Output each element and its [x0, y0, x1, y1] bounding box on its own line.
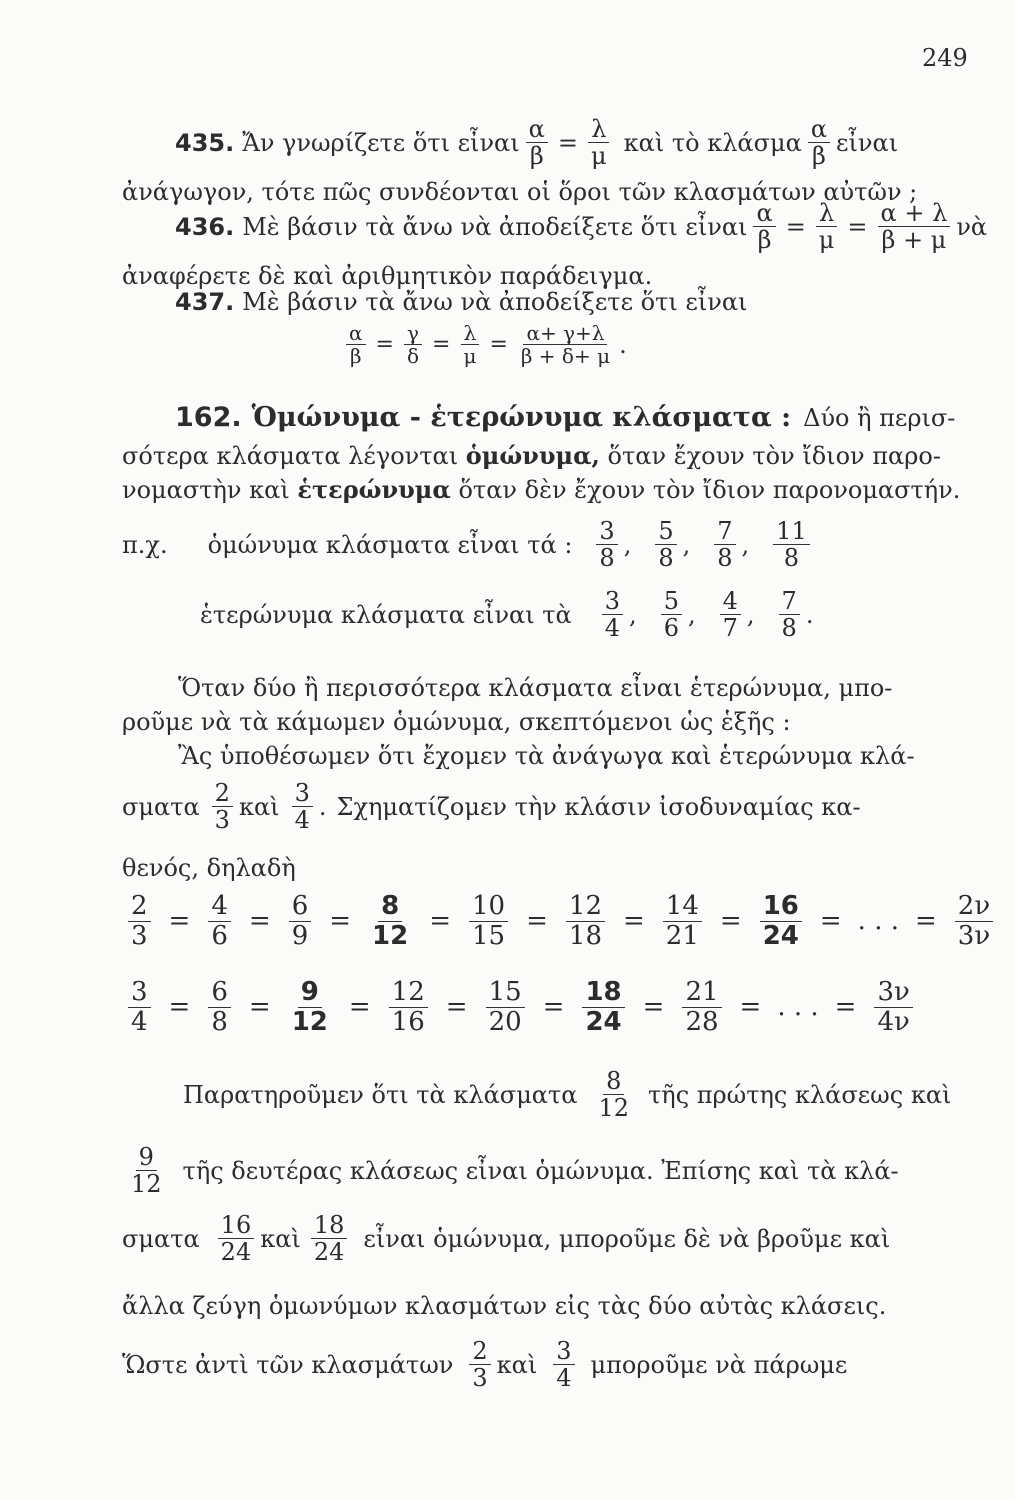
fraction: $\frac{10}{15}$: [469, 892, 508, 950]
fraction: $\frac{15}{20}$: [486, 978, 525, 1036]
paragraph-line: ἄλλα ζεύγη ὁμωνύμων κλασμάτων εἰς τὰς δύο αὐτὰς κλάσεις.: [122, 1292, 887, 1320]
section-heading: 162. Ὁμώνυμα - ἑτερώνυμα κλάσματα : Δύο ἢ περισ-: [175, 402, 956, 433]
fraction: $\frac{16}{24}$: [218, 1212, 255, 1266]
paragraph-line: ροῦμε νὰ τὰ κάμωμεν ὁμώνυμα, σκεπτόμενοι ὡς ἑξῆς :: [122, 708, 791, 736]
fraction: $\frac{9}{12}$: [131, 1143, 162, 1199]
fraction: $\frac{8}{12}$: [372, 891, 409, 951]
fraction: $\frac{\lambda}{\mu}$: [588, 116, 610, 170]
fraction: $\frac{12}{18}$: [566, 892, 605, 950]
fraction: $\frac{8}{12}$: [598, 1067, 630, 1123]
fraction: $\frac{3}{8}$: [596, 518, 617, 572]
equivalence-class-2: $\frac{3}{4}$ = $\frac{6}{8}$ = $\frac{9}{12}$ = $\frac{12}{16}$ = $\frac{15}{20}$ = $\frac{18}{24}$ = $\frac{21}{28}$ = . . . = $\frac{3\nu}{4\nu}$: [122, 978, 919, 1036]
fraction: $\frac{14}{21}$: [663, 892, 702, 950]
fraction: $\frac{2}{3}$: [128, 892, 151, 950]
fraction: $\frac{4}{7}$: [720, 588, 741, 642]
fraction: $\frac{\alpha+ \gamma+\lambda}{\beta + \delta+ \mu}$: [520, 321, 611, 368]
exercise-437-line1: 437. Μὲ βάσιν τὰ ἄνω νὰ ἀποδείξετε ὅτι εἶναι: [175, 288, 748, 316]
paragraph-line: Ὥστε ἀντὶ τῶν κλασμάτων $\frac{2}{3}$ καὶ $\frac{3}{4}$ μποροῦμε νὰ πάρωμε: [122, 1337, 848, 1393]
fraction: $\frac{3}{4}$: [128, 978, 151, 1036]
fraction: $\frac{18}{24}$: [582, 978, 624, 1036]
fraction: $\frac{5}{8}$: [655, 518, 676, 572]
paragraph-line: $\frac{9}{12}$ τῆς δευτέρας κλάσεως εἶναι ὁμώνυμα. Ἐπίσης καὶ τὰ κλά-: [122, 1144, 899, 1198]
fraction: $\frac{\lambda}{\mu}$: [816, 200, 838, 254]
section-number: 162.: [175, 402, 242, 433]
paragraph-line: Παρατηροῦμεν ὅτι τὰ κλάσματα $\frac{8}{12}$ τῆς πρώτης κλάσεως καὶ: [183, 1067, 952, 1123]
fraction: $\frac{\alpha}{\beta}$: [346, 322, 366, 367]
fraction: $\frac{5}{6}$: [661, 588, 682, 642]
fraction: $\frac{21}{28}$: [682, 978, 721, 1036]
fraction: $\frac{\alpha + \lambda}{\beta + \mu}$: [878, 200, 951, 254]
fraction: $\frac{9}{12}$: [291, 977, 328, 1037]
exercise-435-line2: ἀνάγωγον, τότε πῶς συνδέονται οἱ ὅροι τῶν κλασμάτων αὐτῶν ;: [122, 178, 918, 206]
fraction: $\frac{3}{4}$: [292, 780, 313, 834]
fraction: $\frac{18}{24}$: [311, 1212, 348, 1266]
paragraph-line: Ὅταν δύο ἢ περισσότερα κλάσματα εἶναι ἑτερώνυμα, μπο-: [178, 674, 893, 702]
fraction: $\frac{\alpha}{\beta}$: [808, 116, 830, 170]
example-heteronym: ἑτερώνυμα κλάσματα εἶναι τὰ $\frac{3}{4}$ , $\frac{5}{6}$ , $\frac{4}{7}$ , $\frac{7}{8}$ .: [200, 587, 814, 643]
fraction: $\frac{4}{6}$: [208, 892, 231, 950]
fraction: $\frac{12}{16}$: [389, 978, 428, 1036]
section-line2: σότερα κλάσματα λέγονται ὁμώνυμα, ὅταν ἔχουν τὸν ἴδιον παρο-: [122, 441, 941, 470]
fraction: $\frac{\gamma}{\delta}$: [404, 322, 422, 367]
exercise-437-formula: $\frac{\alpha}{\beta}$ = $\frac{\gamma}{\delta}$ = $\frac{\lambda}{\mu}$ = $\frac{\alpha+ \gamma+\lambda}{\beta + \delta+ \mu}$ .: [340, 322, 627, 367]
fraction: $\frac{2}{3}$: [212, 780, 233, 834]
exercise-436-line1: 436. Μὲ βάσιν τὰ ἄνω νὰ ἀποδείξετε ὅτι εἶναι $\frac{\alpha}{\beta}$ = $\frac{\lambda}{\mu}$ = $\frac{\alpha + \lambda}{\beta + \mu}$ νὰ: [175, 199, 988, 255]
exercise-435-line1: 435. Ἄν γνωρίζετε ὅτι εἶναι $\frac{\alpha}{\beta}$ = $\frac{\lambda}{\mu}$ καὶ τὸ κλάσμα $\frac{\alpha}{\beta}$ εἶναι: [175, 115, 899, 171]
fraction: $\frac{\alpha}{\beta}$: [753, 200, 775, 254]
paragraph-line: θενός, δηλαδὴ: [122, 854, 296, 882]
exercise-436-line2: ἀναφέρετε δὲ καὶ ἀριθμητικὸν παράδειγμα.: [122, 262, 653, 290]
exercise-number: 437.: [175, 288, 235, 316]
fraction: $\frac{11}{8}$: [773, 518, 810, 572]
ellipsis: . . .: [857, 906, 899, 937]
paragraph-line: Ἂς ὑποθέσωμεν ὅτι ἔχομεν τὰ ἀνάγωγα καὶ ἑτερώνυμα κλά-: [178, 742, 915, 770]
fraction: $\frac{3}{4}$: [602, 588, 623, 642]
fraction: $\frac{\alpha}{\beta}$: [526, 116, 548, 170]
equivalence-class-1: $\frac{2}{3}$ = $\frac{4}{6}$ = $\frac{6}{9}$ = $\frac{8}{12}$ = $\frac{10}{15}$ = $\frac{12}{18}$ = $\frac{14}{21}$ = $\frac{16}{24}$ = . . . = $\frac{2\nu}{3\nu}$: [122, 892, 999, 950]
section-line3: νομαστὴν καὶ ἑτερώνυμα ὅταν δὲν ἔχουν τὸν ἴδιον παρονομαστήν.: [122, 475, 961, 504]
exercise-number: 436.: [175, 212, 235, 241]
fraction: $\frac{\lambda}{\mu}$: [460, 322, 479, 367]
fraction: $\frac{7}{8}$: [779, 588, 800, 642]
page-number: 249: [922, 44, 968, 72]
paragraph-line: σματα $\frac{2}{3}$ καὶ $\frac{3}{4}$ . Σχηματίζομεν τὴν κλάσιν ἰσοδυναμίας κα-: [122, 779, 861, 835]
fraction: $\frac{7}{8}$: [714, 518, 735, 572]
paragraph-line: σματα $\frac{16}{24}$ καὶ $\frac{18}{24}$ εἶναι ὁμώνυμα, μποροῦμε δὲ νὰ βροῦμε καὶ: [122, 1211, 891, 1267]
section-title: Ὁμώνυμα - ἑτερώνυμα κλάσματα :: [251, 402, 792, 433]
fraction-general: $\frac{3\nu}{4\nu}$: [874, 978, 912, 1036]
fraction: $\frac{6}{9}$: [289, 892, 312, 950]
example-homonym: π.χ. ὁμώνυμα κλάσματα εἶναι τά : $\frac{3}{8}$ , $\frac{5}{8}$ , $\frac{7}{8}$ , $\frac{11}{8}$: [122, 518, 816, 572]
fraction: $\frac{6}{8}$: [208, 978, 231, 1036]
fraction: $\frac{3}{4}$: [553, 1338, 574, 1392]
fraction: $\frac{2}{3}$: [469, 1338, 490, 1392]
ellipsis: . . .: [777, 992, 819, 1023]
fraction: $\frac{16}{24}$: [760, 892, 802, 950]
fraction-general: $\frac{2\nu}{3\nu}$: [955, 892, 993, 950]
exercise-number: 435.: [175, 128, 235, 157]
